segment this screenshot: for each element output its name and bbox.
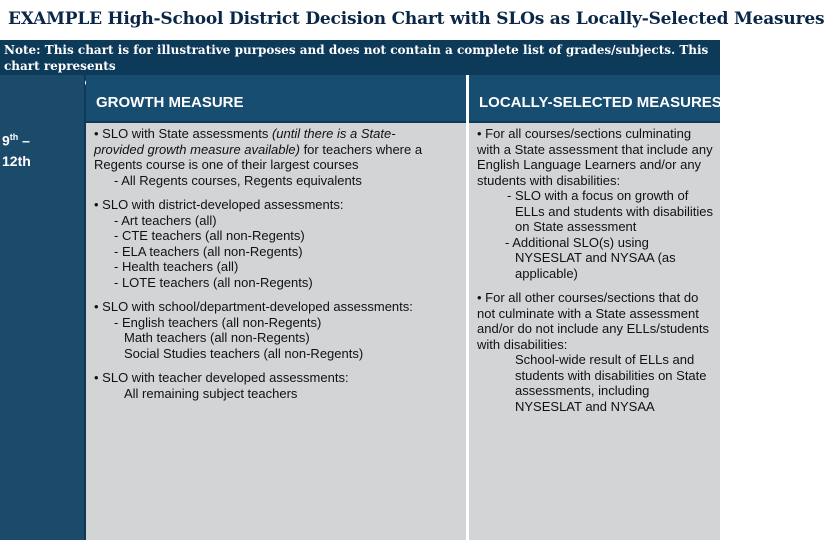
grade-column — [0, 75, 84, 540]
local-b2-line: not culminate with a State assessment — [477, 305, 699, 321]
growth-b4-line1: • SLO with teacher developed assessments: — [94, 370, 349, 385]
local-b2-cont: School-wide result of ELLs and — [515, 352, 695, 367]
growth-b3-line4: Social Studies teachers (all non-Regents) — [124, 345, 364, 361]
local-b2-cont: students with disabilities on State — [515, 367, 707, 383]
growth-b2-line1: • SLO with district-developed assessments: — [94, 197, 344, 212]
growth-b2-item: - ELA teachers (all non-Regents) — [114, 243, 303, 259]
local-b1-sub2: - Additional SLO(s) using — [505, 234, 649, 250]
grade-dash: – — [18, 132, 30, 149]
local-b1-line: English Language Learners and/or any — [477, 157, 702, 172]
growth-b3-line3: Math teachers (all non-Regents) — [124, 330, 310, 345]
growth-b1-line2: provided growth measure available) for teachers where a — [94, 141, 423, 157]
local-b1-sub2-cont: NYSESLAT and NYSAA (as — [515, 250, 676, 265]
local-b2-line: • For all other courses/sections that do — [477, 290, 699, 305]
local-b1-line: students with disabilities: — [477, 172, 621, 188]
growth-b2-item: - Art teachers (all) — [114, 212, 217, 228]
local-b1-sub1-cont: ELLs and students with disabilities — [515, 203, 714, 219]
local-b2-line: with disabilities: — [477, 336, 568, 352]
local-b1-line: • For all courses/sections culminating — [477, 126, 692, 141]
growth-b3-line2: - English teachers (all non-Regents) — [114, 314, 322, 330]
growth-measure-cell — [86, 123, 466, 540]
grade-end: 12th — [2, 152, 31, 169]
decision-table — [0, 75, 720, 540]
grade-start: 9 — [2, 132, 10, 149]
growth-b3-line1: • SLO with school/department-developed assessments: — [94, 299, 413, 314]
growth-measure-header: GROWTH MEASURE — [86, 75, 466, 121]
grade-label — [2, 127, 82, 171]
page-title-bar — [0, 0, 824, 40]
growth-b1-line3: Regents course is one of their largest courses — [94, 157, 359, 172]
locally-selected-measures-header: LOCALLY-SELECTED MEASURES — [469, 75, 720, 121]
growth-b2-item: - CTE teachers (all non-Regents) — [114, 228, 305, 243]
local-b2-line: and/or do not include any ELLs/students — [477, 321, 709, 336]
local-b1-line: with a State assessment that include any — [477, 141, 713, 157]
growth-b1-line4: - All Regents courses, Regents equivalents — [114, 172, 362, 188]
growth-b4-line2: All remaining subject teachers — [124, 385, 298, 401]
locally-selected-cell — [469, 123, 720, 540]
local-b1-sub1: - SLO with a focus on growth of — [507, 188, 689, 203]
growth-b2-item: - LOTE teachers (all non-Regents) — [114, 274, 313, 290]
local-b2-cont: assessments, including — [515, 383, 650, 398]
page-title: EXAMPLE High-School District Decision Chart with SLOs as Locally-Selected Measures — [8, 9, 824, 29]
note-line-1: Note: This chart is for illustrative purposes and does not contain a complete list of grades/subjects. This chart represents — [4, 43, 709, 73]
growth-b2-item: - Health teachers (all) — [114, 259, 239, 274]
local-b1-sub2-cont: applicable) — [515, 265, 578, 281]
grade-sup: th — [9, 132, 19, 142]
growth-b1-line1: • SLO with State assessments (until there is a State- — [94, 126, 396, 141]
local-b2-cont: NYSESLAT and NYSAA — [515, 398, 655, 414]
local-b1-sub1-cont: on State assessment — [515, 219, 637, 234]
